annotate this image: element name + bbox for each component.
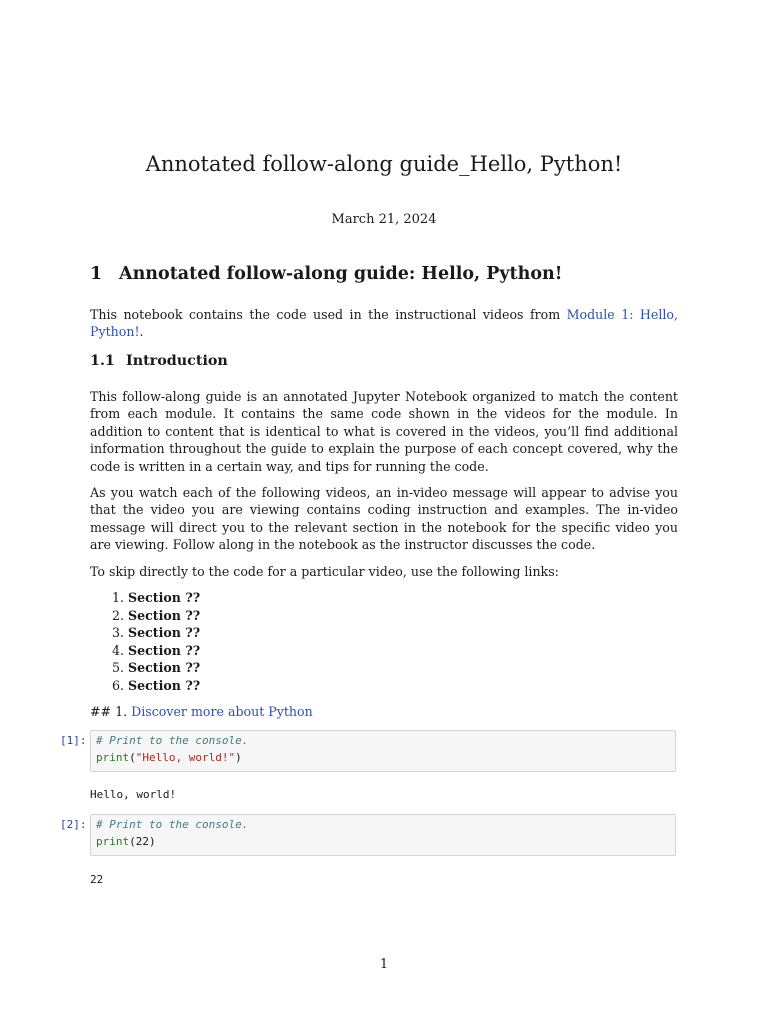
subsection-number: 1.1 — [90, 353, 115, 369]
list-item[interactable]: 3. Section ?? — [111, 625, 201, 640]
paragraph-guide-description: This follow-along guide is an annotated Jupyter Notebook organized to match the content from each module. It contains the same code shown in the videos for the module. In addition to content that is identical to what is covered in the videos, you’ll find additional information throughout the guide to explain the purpose of each concept covered, why the code is written in a certain way, and tips for running the code. — [90, 389, 678, 474]
subsection-title: Introduction — [126, 353, 228, 369]
module-link[interactable]: Module 1: Hello, Python! — [90, 307, 678, 340]
list-item[interactable]: 4. Section ?? — [111, 642, 201, 658]
cell-output-1: Hello, world! — [90, 788, 177, 801]
code-cell-2[interactable] — [90, 814, 676, 856]
section-heading-1 — [90, 262, 562, 286]
section-number: 1 — [90, 264, 103, 284]
document-date: March 21, 2024 — [331, 212, 437, 227]
intro-paragraph — [90, 306, 678, 341]
list-item[interactable]: 5. Section ?? — [111, 660, 201, 675]
discover-python-link[interactable]: Discover more about Python — [131, 704, 313, 719]
subsection-heading-introduction — [90, 351, 228, 371]
code-comment: # Print to the console. — [96, 734, 249, 747]
cell-prompt-2: [2]: — [60, 818, 87, 831]
code-line: print("Hello, world!") — [96, 751, 242, 764]
intro-text: This notebook contains the code used in the instructional videos from — [90, 307, 567, 322]
cell-output-2: 22 — [90, 873, 104, 886]
document-title: Annotated follow-along guide_Hello, Python! — [145, 152, 623, 176]
markdown-heading-line — [90, 703, 313, 721]
list-item[interactable]: 2. Section ?? — [111, 607, 201, 623]
code-cell-1[interactable] — [90, 730, 676, 772]
section-links-list — [90, 589, 200, 694]
list-item[interactable]: 6. Section ?? — [111, 677, 201, 693]
code-comment: # Print to the console. — [96, 818, 249, 831]
paragraph-skip-links: To skip directly to the code for a particular video, use the following links: — [90, 564, 559, 579]
list-item[interactable]: 1. Section ?? — [111, 590, 201, 605]
hash-prefix: ## 1. — [90, 704, 132, 719]
section-title: Annotated follow-along guide: Hello, Python! — [119, 264, 563, 284]
intro-end: . — [139, 324, 144, 340]
cell-prompt-1: [1]: — [60, 734, 87, 747]
paragraph-video-instructions: As you watch each of the following videos, an in-video message will appear to advise you that the video you are viewing contains coding instruction and examples. The in-video message will direct you to the relevant section in the notebook for the specific video you are viewing. Follow along in the notebook as the instructor discusses the code. — [90, 485, 678, 553]
page-number: 1 — [379, 956, 388, 971]
code-line: print(22) — [96, 835, 156, 848]
